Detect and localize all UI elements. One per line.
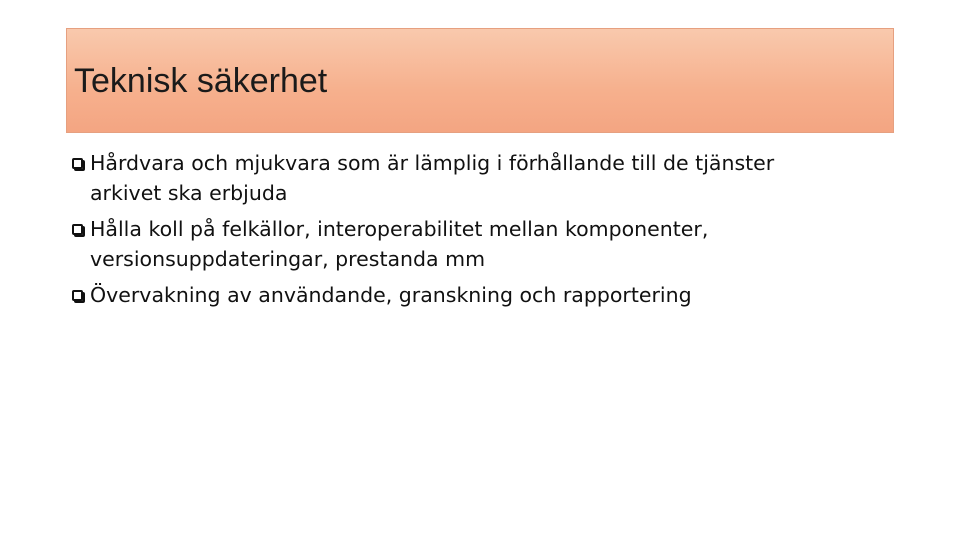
checkbox-square-icon (72, 145, 90, 181)
bullet-line: Övervakning av användande, granskning och rapportering (90, 283, 692, 307)
bullet-text (90, 277, 932, 313)
checkbox-square-icon (72, 211, 90, 247)
bullet-item (72, 211, 932, 277)
bullet-list (72, 145, 932, 313)
title-band (66, 28, 894, 133)
bullet-line: versionsuppdateringar, prestanda mm (90, 247, 486, 271)
bullet-line: Hålla koll på felkällor, interoperabilitet mellan komponenter, (90, 217, 709, 241)
bullet-line: Hårdvara och mjukvara som är lämplig i förhållande till de tjänster (90, 151, 775, 175)
bullet-text (90, 211, 932, 277)
bullet-item (72, 277, 932, 313)
bullet-item (72, 145, 932, 211)
slide-title: Teknisk säkerhet (74, 62, 328, 100)
checkbox-square-icon (72, 277, 90, 313)
bullet-text (90, 145, 932, 211)
bullet-line: arkivet ska erbjuda (90, 181, 288, 205)
